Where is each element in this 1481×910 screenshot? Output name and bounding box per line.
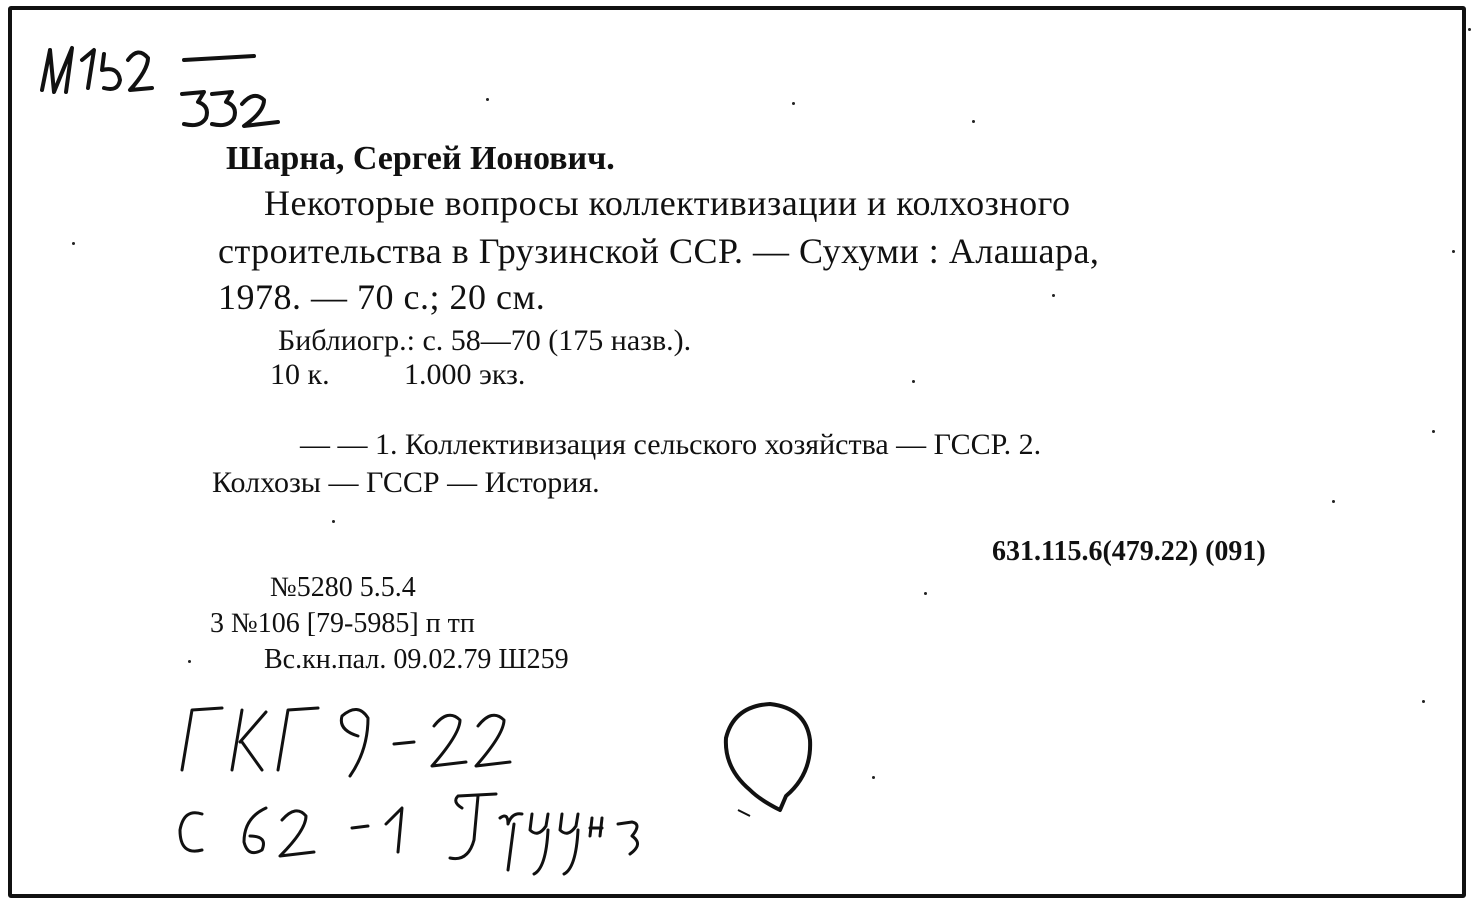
order-line: 3 №106 [79-5985] п тп <box>210 608 475 639</box>
price: 10 к. <box>270 358 330 391</box>
handwritten-note-line-1 <box>162 690 542 790</box>
speck <box>1422 700 1425 703</box>
speck <box>872 776 875 779</box>
author-heading: Шарна, Сергей Ионович. <box>226 140 615 177</box>
title-line-3: 1978. — 70 с.; 20 см. <box>218 277 546 317</box>
handwritten-note-line-2 <box>162 778 702 898</box>
speck <box>332 520 335 523</box>
speck <box>72 242 75 245</box>
speck <box>1432 430 1435 433</box>
circular-stamp-mark <box>720 698 820 828</box>
subjects-line-1: — — 1. Коллективизация сельского хозяйства — ГССР. 2. <box>300 428 1042 461</box>
subjects-line-2: Колхозы — ГССР — История. <box>212 466 600 499</box>
speck <box>486 98 489 101</box>
title-line-2: строительства в Грузинской ССР. — Сухуми : Алашара, <box>218 231 1100 271</box>
handwritten-shelfmark-top <box>32 30 312 140</box>
copies: 1.000 экз. <box>404 358 526 391</box>
speck <box>912 380 915 383</box>
speck <box>1332 500 1335 503</box>
speck <box>1452 250 1455 253</box>
speck <box>972 120 975 123</box>
chamber-line: Вс.кн.пал. 09.02.79 Ш259 <box>264 644 569 675</box>
title-line-1: Некоторые вопросы коллективизации и колхозного <box>264 183 1071 223</box>
speck <box>1052 294 1055 297</box>
speck <box>1468 28 1471 31</box>
bibliography-note: Библиогр.: с. 58—70 (175 назв.). <box>278 324 692 357</box>
speck <box>188 660 191 663</box>
record-number: №5280 5.5.4 <box>270 572 416 603</box>
library-catalog-card <box>8 6 1466 898</box>
speck <box>924 592 927 595</box>
speck <box>792 102 795 105</box>
classification-code: 631.115.6(479.22) (091) <box>992 536 1266 567</box>
